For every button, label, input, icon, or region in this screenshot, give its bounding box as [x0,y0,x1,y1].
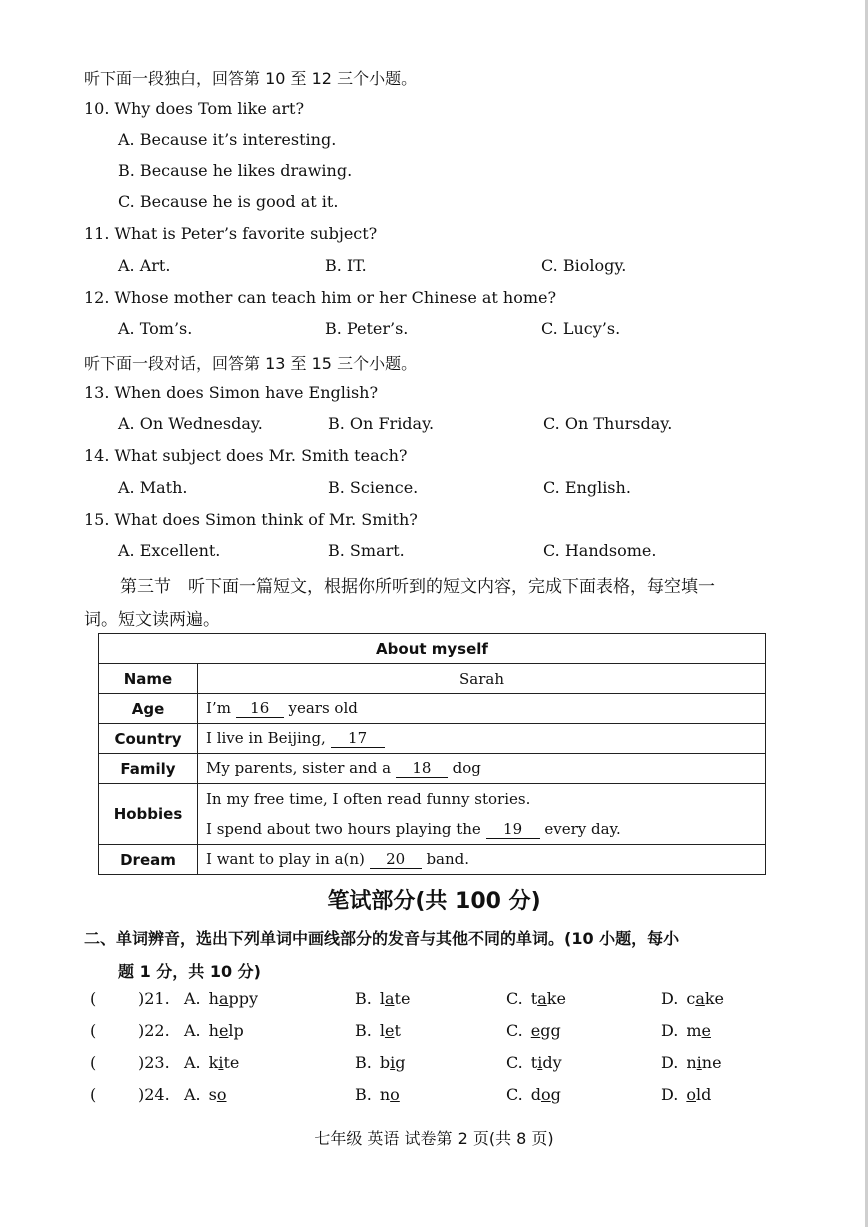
q12-option-b: B. Peter’s. [325,319,409,338]
q11-option-a: A. Art. [118,256,171,275]
phonics-option: D. nine [661,1053,722,1072]
question-10: 10. Why does Tom like art? [84,99,305,118]
country-value: I live in Beijing, 17 [198,724,766,754]
phonics-option: C. dog [506,1085,561,1104]
family-label: Family [99,754,198,784]
phonics-option: C. take [506,989,566,1008]
underlined-letter: a [695,989,705,1008]
underlined-letter: i [537,1053,543,1072]
phonics-option: A. kite [184,1053,240,1072]
underlined-letter: e [530,1021,541,1040]
about-myself-table [98,633,766,875]
phonics-option: C. tidy [506,1053,562,1072]
underlined-letter: i [218,1053,224,1072]
page-footer: 七年级 英语 试卷第 2 页(共 8 页) [314,1129,554,1148]
underlined-letter: e [701,1021,711,1040]
underlined-letter: e [384,1021,395,1040]
underlined-letter: o [686,1085,696,1104]
phonics-option: B. no [355,1085,400,1104]
dream-value: I want to play in a(n) 20 band. [198,845,766,875]
phonics-option: B. late [355,989,411,1008]
phonics-option: A. help [184,1021,244,1040]
phonics-option: B. let [355,1021,401,1040]
underlined-letter: i [696,1053,702,1072]
underlined-letter: o [390,1085,400,1104]
hobbies-label: Hobbies [99,784,198,845]
underlined-letter: o [541,1085,551,1104]
name-label: Name [99,664,198,694]
answer-paren-open: ( [90,1085,97,1104]
dialogue-instruction: 听下面一段对话，回答第 13 至 15 三个小题。 [84,354,418,373]
age-label: Age [99,694,198,724]
name-value: Sarah [198,664,766,694]
phonics-option: A. happy [184,989,259,1008]
q11-option-c: C. Biology. [541,256,627,275]
part-two-instruction-line2: 题 1 分，共 10 分) [118,962,261,981]
section-3-instruction-line2: 词。短文读两遍。 [84,610,220,630]
underlined-letter: o [216,1085,227,1104]
q15-option-c: C. Handsome. [543,541,657,560]
blank-17: 17 [331,729,385,748]
dream-label: Dream [99,845,198,875]
underlined-letter: a [384,989,395,1008]
q12-option-c: C. Lucy’s. [541,319,621,338]
phonics-option: D. cake [661,989,725,1008]
phonics-option: C. egg [506,1021,561,1040]
phonics-option: B. big [355,1053,406,1072]
question-11: 11. What is Peter’s favorite subject? [84,224,378,243]
underlined-letter: a [218,989,229,1008]
question-15: 15. What does Simon think of Mr. Smith? [84,510,418,529]
q12-option-a: A. Tom’s. [118,319,193,338]
q13-option-a: A. On Wednesday. [118,414,263,433]
q10-option-a: A. Because it’s interesting. [118,130,337,149]
q14-option-b: B. Science. [328,478,419,497]
question-number: )23. [138,1053,170,1072]
family-value: My parents, sister and a 18 dog [198,754,766,784]
underlined-letter: a [537,989,547,1008]
q13-option-b: B. On Friday. [328,414,435,433]
underlined-letter: e [218,1021,229,1040]
blank-18: 18 [396,759,448,778]
monologue-instruction: 听下面一段独白，回答第 10 至 12 三个小题。 [84,69,418,88]
question-12: 12. Whose mother can teach him or her Chinese at home? [84,288,557,307]
question-number: )24. [138,1085,170,1104]
q10-option-b: B. Because he likes drawing. [118,161,353,180]
question-number: )21. [138,989,170,1008]
answer-paren-open: ( [90,1021,97,1040]
underlined-letter: i [390,1053,396,1072]
q14-option-c: C. English. [543,478,631,497]
q10-option-c: C. Because he is good at it. [118,192,339,211]
table-title: About myself [99,634,766,664]
phonics-option: A. so [184,1085,227,1104]
phonics-option: D. me [661,1021,711,1040]
blank-16: 16 [236,699,284,718]
q14-option-a: A. Math. [118,478,188,497]
q15-option-a: A. Excellent. [118,541,221,560]
question-13: 13. When does Simon have English? [84,383,379,402]
blank-19: 19 [486,820,540,839]
hobbies-value: In my free time, I often read funny stories. I spend about two hours playing the 19 every day. [198,784,766,845]
blank-20: 20 [370,850,422,869]
q15-option-b: B. Smart. [328,541,405,560]
written-part-title: 笔试部分(共 100 分) [327,889,541,914]
phonics-option: D. old [661,1085,712,1104]
age-value: I’m 16 years old [198,694,766,724]
section-3-instruction-line1: 第三节 听下面一篇短文，根据你所听到的短文内容，完成下面表格，每空填一 [120,577,715,597]
question-14: 14. What subject does Mr. Smith teach? [84,446,408,465]
answer-paren-open: ( [90,1053,97,1072]
q11-option-b: B. IT. [325,256,367,275]
part-two-instruction-line1: 二、单词辨音，选出下列单词中画线部分的发音与其他不同的单词。(10 小题，每小 [84,929,680,948]
question-number: )22. [138,1021,170,1040]
answer-paren-open: ( [90,989,97,1008]
country-label: Country [99,724,198,754]
q13-option-c: C. On Thursday. [543,414,673,433]
